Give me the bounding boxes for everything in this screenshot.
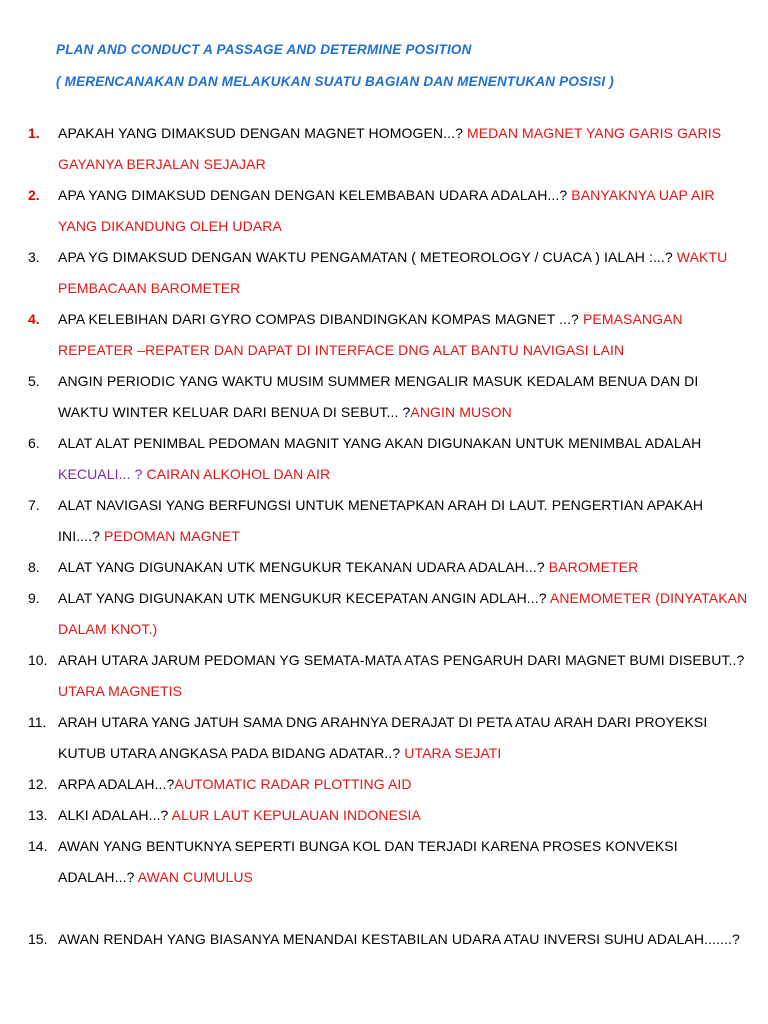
item-number: 14.: [28, 838, 48, 854]
item-text: [58, 366, 748, 428]
item-text: [58, 552, 748, 583]
question-text: AWAN YANG BENTUKNYA SEPERTI BUNGA KOL DAN TERJADI KARENA PROSES KONVEKSI ADALAH...?: [58, 838, 678, 885]
document-subtitle: ( MERENCANAKAN DAN MELAKUKAN SUATU BAGIAN DAN MENENTUKAN POSISI ): [56, 74, 614, 89]
list-item: [0, 583, 768, 645]
list-item: [0, 552, 768, 583]
item-text: [58, 118, 748, 180]
item-number: 13.: [28, 807, 48, 823]
item-number: 15.: [28, 931, 48, 947]
item-text: [58, 924, 748, 955]
item-text: [58, 583, 748, 645]
list-item: [0, 800, 768, 831]
answer-text: AWAN CUMULUS: [137, 869, 253, 885]
answer-text: ALUR LAUT KEPULAUAN INDONESIA: [171, 807, 421, 823]
question-text: ARAH UTARA YANG JATUH SAMA DNG ARAHNYA DERAJAT DI PETA ATAU ARAH DARI PROYEKSI KUTUB UTARA ANGKASA PADA BIDANG ADATAR..?: [58, 714, 708, 761]
list-item: [0, 366, 768, 428]
item-number: 8.: [28, 559, 40, 575]
item-text: [58, 831, 748, 893]
item-number: 11.: [28, 714, 47, 730]
question-text: APA KELEBIHAN DARI GYRO COMPAS DIBANDINGKAN KOMPAS MAGNET ...?: [58, 311, 583, 327]
question-text: APA YANG DIMAKSUD DENGAN DENGAN KELEMBABAN UDARA ADALAH...?: [58, 187, 572, 203]
list-item: [0, 118, 768, 180]
answer-text: MEDAN MAGNET YANG GARIS GARIS GAYANYA BERJALAN SEJAJAR: [58, 125, 722, 172]
answer-text: BAROMETER: [548, 559, 639, 575]
item-text: [58, 304, 748, 366]
list-item: [0, 304, 768, 366]
answer-text: ANGIN MUSON: [410, 404, 512, 420]
question-text: ANGIN PERIODIC YANG WAKTU MUSIM SUMMER MENGALIR MASUK KEDALAM BENUA DAN DI WAKTU WINTER KELUAR DARI BENUA DI SEBUT... ?: [58, 373, 699, 420]
answer-text: PEDOMAN MAGNET: [104, 528, 240, 544]
question-text: ALAT YANG DIGUNAKAN UTK MENGUKUR KECEPATAN ANGIN ADLAH...?: [58, 590, 550, 606]
question-text: AWAN RENDAH YANG BIASANYA MENANDAI KESTABILAN UDARA ATAU INVERSI SUHU ADALAH.......?: [58, 931, 740, 947]
question-text: APA YG DIMAKSUD DENGAN WAKTU PENGAMATAN ( METEOROLOGY / CUACA ) IALAH :...?: [58, 249, 677, 265]
item-text: [58, 769, 748, 800]
document-title: PLAN AND CONDUCT A PASSAGE AND DETERMINE POSITION: [56, 42, 472, 57]
item-number: 4.: [28, 311, 40, 327]
item-text: [58, 490, 748, 552]
item-number: 1.: [28, 125, 40, 141]
item-number: 10.: [28, 652, 48, 668]
highlight-text: KECUALI... ?: [58, 466, 147, 482]
item-number: 5.: [28, 373, 40, 389]
answer-text: ANEMOMETER (DINYATAKAN DALAM KNOT.): [58, 590, 748, 637]
list-item: [0, 242, 768, 304]
list-item: [0, 924, 768, 955]
item-text: [58, 707, 748, 769]
item-text: [58, 645, 748, 707]
list-item: [0, 490, 768, 552]
list-item: [0, 180, 768, 242]
question-text: ARAH UTARA JARUM PEDOMAN YG SEMATA-MATA ATAS PENGARUH DARI MAGNET BUMI DISEBUT..?: [58, 652, 745, 668]
list-item: [0, 769, 768, 800]
item-text: [58, 428, 748, 490]
item-text: [58, 800, 748, 831]
item-number: 3.: [28, 249, 40, 265]
item-number: 7.: [28, 497, 40, 513]
answer-text: BANYAKNYA UAP AIR YANG DIKANDUNG OLEH UDARA: [58, 187, 715, 234]
item-number: 12.: [28, 776, 48, 792]
blank-line: [0, 893, 768, 924]
answer-text: UTARA MAGNETIS: [58, 683, 183, 699]
answer-text: PEMASANGAN REPEATER –REPATER DAN DAPAT DI INTERFACE DNG ALAT BANTU NAVIGASI LAIN: [58, 311, 683, 358]
answer-text: UTARA SEJATI: [404, 745, 502, 761]
item-number: 6.: [28, 435, 40, 451]
question-text: ALAT NAVIGASI YANG BERFUNGSI UNTUK MENETAPKAN ARAH DI LAUT. PENGERTIAN APAKAH INI....?: [58, 497, 704, 544]
question-text: ALAT ALAT PENIMBAL PEDOMAN MAGNIT YANG AKAN DIGUNAKAN UNTUK MENIMBAL ADALAH: [58, 435, 702, 451]
item-text: [58, 242, 748, 304]
question-text: ARPA ADALAH...?: [58, 776, 175, 792]
list-item: [0, 645, 768, 707]
item-number: 9.: [28, 590, 40, 606]
answer-text: CAIRAN ALKOHOL DAN AIR: [146, 466, 331, 482]
question-list: [0, 118, 768, 955]
answer-text: WAKTU PEMBACAAN BAROMETER: [58, 249, 728, 296]
question-text: ALKI ADALAH...?: [58, 807, 172, 823]
answer-text: AUTOMATIC RADAR PLOTTING AID: [174, 776, 412, 792]
item-text: [58, 180, 748, 242]
list-item: [0, 831, 768, 893]
question-text: ALAT YANG DIGUNAKAN UTK MENGUKUR TEKANAN UDARA ADALAH...?: [58, 559, 549, 575]
question-text: APAKAH YANG DIMAKSUD DENGAN MAGNET HOMOGEN...?: [58, 125, 467, 141]
list-item: [0, 707, 768, 769]
list-item: [0, 428, 768, 490]
item-number: 2.: [28, 187, 40, 203]
